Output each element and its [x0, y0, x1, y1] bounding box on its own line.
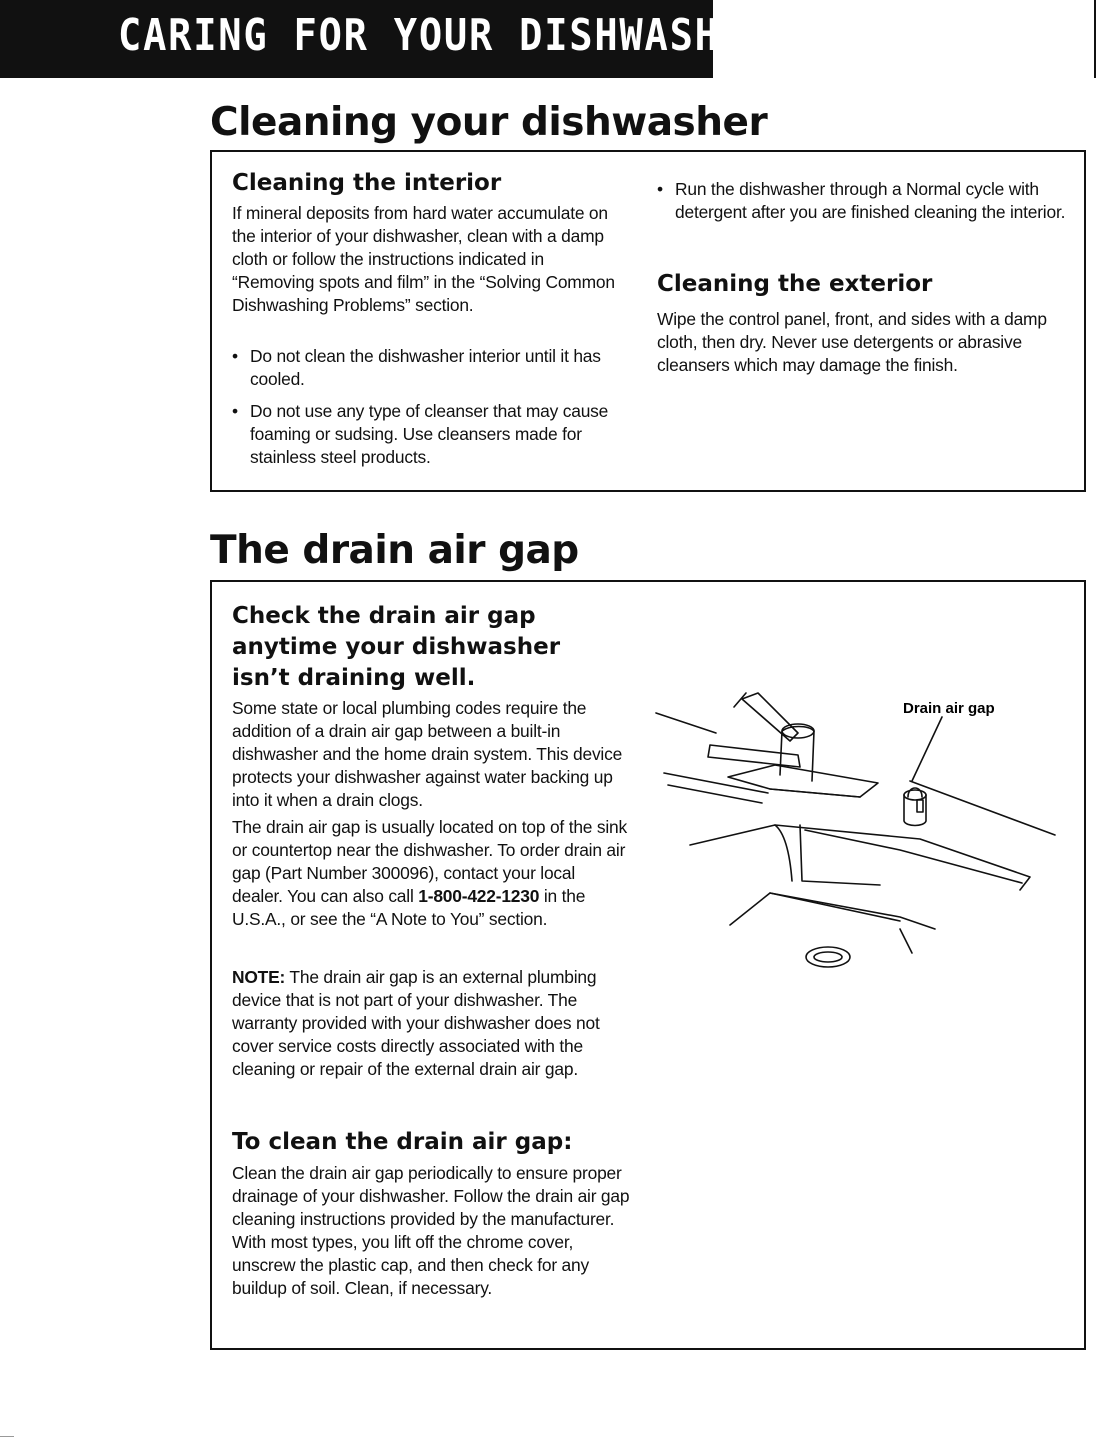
faucet-handle: [742, 693, 798, 741]
check-heading-3: isn’t draining well.: [232, 665, 476, 691]
drain-para-2: [232, 816, 630, 931]
sink-rim: [690, 825, 1030, 890]
exterior-heading: Cleaning the exterior: [657, 271, 933, 297]
section-banner: [0, 0, 770, 78]
drain-para-2-a: The drain air gap is usually located on top of the sink or countertop near the dishwasher. To order drain air gap (Part Number 300096), contact your local dealer. You can also call: [232, 817, 628, 906]
sink-air-gap-diagram: [650, 685, 1070, 975]
drain-air-gap-label: Drain air gap: [903, 700, 995, 717]
note-label: NOTE:: [232, 967, 286, 987]
check-heading-1: Check the drain air gap: [232, 603, 536, 629]
sink-basin-floor: [730, 893, 935, 929]
check-heading-2: anytime your dishwasher: [232, 634, 561, 660]
phone-number: 1-800-422-1230: [418, 886, 540, 906]
label-leader-line: [912, 717, 942, 781]
sink-drain: [806, 947, 850, 967]
exterior-body: Wipe the control panel, front, and sides with a damp cloth, then dry. Never use detergents or abrasive cleansers which may damage the finish.: [657, 309, 1047, 375]
edge-rule: [1094, 0, 1096, 78]
counter-edge-line: [664, 773, 768, 793]
clean-heading: To clean the drain air gap:: [232, 1129, 573, 1155]
counter-edge-line: [656, 713, 716, 733]
interior-heading: Cleaning the interior: [232, 170, 502, 196]
faucet-spout: [708, 745, 800, 767]
page-mark: [0, 1436, 14, 1437]
banner-title: CARING FOR YOUR DISHWASHER: [118, 10, 770, 61]
interior-bullet-2: • Do not use any type of cleanser that may cause foaming or sudsing. Use cleansers made for stainless steel products.: [232, 400, 646, 469]
interior-bullet-3: • Run the dishwasher through a Normal cycle with detergent after you are finished cleaning the interior.: [657, 178, 1093, 224]
counter-edge-line: [668, 785, 762, 803]
note-paragraph: [232, 966, 612, 1081]
interior-bullet-1: • Do not clean the dishwasher interior until it has cooled.: [232, 345, 646, 391]
note-body: The drain air gap is an external plumbing device that is not part of your dishwasher. The warranty provided with your dishwasher does not cover service costs directly associated with the cleaning or repair of the external drain air gap.: [232, 967, 600, 1079]
drain-para-2-b: in the U.S.A., or see the “A Note to You” section.: [232, 886, 586, 929]
clean-body: Clean the drain air gap periodically to ensure proper drainage of your dishwasher. Follow the drain air gap cleaning instructions provided by the manufacturer. With most types, you lift off the chrome cover, unscrew the plastic cap, and then check for any buildup of soil. Clean, if necessary.: [232, 1163, 630, 1298]
interior-body: If mineral deposits from hard water accumulate on the interior of your dishwasher, clean with a damp cloth or follow the instructions indicated in “Removing spots and film” in the “Solving Common Dishwashing Problems” section.: [232, 203, 615, 315]
counter-edge-line: [910, 781, 1055, 835]
cleaning-title: Cleaning your dishwasher: [210, 100, 768, 145]
drain-para-1: Some state or local plumbing codes require the addition of a drain air gap between a built-in dishwasher and the home drain system. This device protects your dishwasher against water backing up into it when a drain clogs.: [232, 698, 623, 810]
drain-title: The drain air gap: [210, 528, 579, 573]
